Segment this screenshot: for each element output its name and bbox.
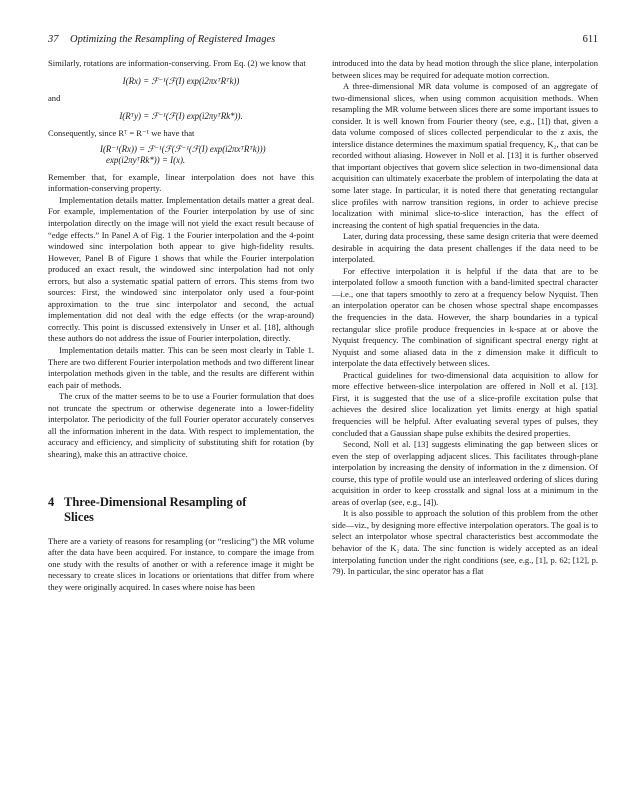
paragraph: Consequently, since Rᵀ = R⁻¹ we have that	[48, 128, 195, 139]
paragraph: The crux of the matter seems to be to use a Fourier formulation that does not truncate the spectrum or otherwise degenerate into a lower-fidelity interpolator. The periodicity of the full Fourier operator accurately conserves all the information inherent in the data. With respect to implementation, the accuracy and efficiency, and simplicity of substituting shift for rotation (by shearing), make this an attractive choice.	[48, 391, 314, 459]
paragraph: Practical guidelines for two-dimensional data acquisition to allow for more effective between-slice interpolation are offered in Noll et al. [13]. First, it is suggested that the use of a slice-profile excitation pulse that achieves the desired slice localization yet limits energy at high spatial frequencies will be helpful. After evaluating several types of pulses, they concluded that a Gaussian shape pulse exhibits the desired properties.	[332, 369, 598, 438]
equation: I(Rx) = ℱ⁻¹(ℱ(I) exp(i2πxᵀRᵀk))	[122, 75, 240, 86]
paragraph: Implementation details matter. This can be seen most clearly in Table 1. There are two different Fourier interpolation methods and two different linear interpolation methods given in the table, and the results are different within each pair of methods.	[48, 345, 314, 390]
section-title-line-2: Slices	[64, 509, 94, 524]
paragraph: and	[48, 93, 61, 104]
equation: I(Rᵀy) = ℱ⁻¹(ℱ(I) exp(i2πyᵀRk*)).	[119, 110, 243, 121]
paragraph: introduced into the data by head motion through the slice plane, interpolation between slices may be required for adequate motion correction.	[332, 58, 598, 80]
paragraph: A three-dimensional MR data volume is composed of an aggregate of two-dimensional slices, when using common acquisition methods. When resampling the MR volume between slices there are some important issues to consider. It is well known from Fourier theory (see, e.g., [1]) that, given a data volume composed of slices collected perpendicular to the z axis, the interslice distance determines the maximum spatial frequency, K₂, that can be recorded without aliasing. However in Noll et al. [13] it is further observed that important objectives that govern slice selection in two-dimensional data acquisition can ultimately exacerbate the problem of interpolating the data at some later stage. In particular, it is noted there that generating rectangular slice profiles with narrow transition regions, in order to achieve precise localization with minimal slice-to-slice interaction, has the effect of increasing the content of high spatial frequencies in the data.	[332, 81, 598, 230]
chapter-number: 37	[48, 34, 59, 45]
paragraph: For effective interpolation it is helpful if the data that are to be interpolated follow a smooth function with a band-limited spectral character—i.e., one that tapers smoothly to zero at a frequency below Nyquist. Then an interpolation operator can be chosen whose spectral shape encompasses the frequencies in the data. However, the sharp boundaries in a typical rectangular slice profile produce frequencies in k-space at or above the Nyquist frequency. The combination of significant spectral energy right at Nyquist and some aliased data in the z dimension make it difficult to interpolate the data effectively between slices.	[332, 265, 598, 369]
paragraph: Remember that, for example, linear interpolation does not have this information-conserving property.	[48, 171, 314, 194]
equation: I(R⁻¹(Rx)) = ℱ⁻¹(ℱ(ℱ⁻¹(ℱ(I) exp(i2πxᵀRᵀk)))	[100, 143, 266, 154]
paragraph: It is also possible to approach the solution of this problem from the other side—viz., by designing more effective interpolation operators. The goal is to select an interpolator whose spectral characteristics best accommodate the behavior of the K₂ data. The sinc function is widely accepted as an ideal interpolating function under the right conditions (see, e.g., [1], p. 62; [12], p. 79). In particular, the sinc operator has a flat	[332, 508, 598, 577]
paragraph: Second, Noll et al. [13] suggests eliminating the gap between slices or even the step of overlapping adjacent slices. This facilitates through-plane interpolation by increasing the density of information in the z dimension. Of course, this type of profile would use an interleaved ordering of slices during acquisition in order to keep crosstalk and signal loss at a minimum in the areas of overlap (see, e.g., [4]).	[332, 439, 598, 507]
left-column	[48, 58, 314, 593]
equation: exp(i2πyᵀRk*)) = I(x).	[106, 155, 186, 166]
paragraph: There are a variety of reasons for resampling (or “reslicing”) the MR volume after the data have been acquired. For instance, to compare the image from one study with the results of another or with a reference image it might be necessary to create slices in locations or orientations that differ from where they were originally acquired. In cases where noise has been	[48, 535, 314, 592]
section-number: 4	[48, 494, 55, 509]
paragraph: Implementation details matter. Implementation details matter a great deal. For example, implementation of the Fourier interpolation by use of sinc interpolation directly on the image will not yield the exact result because of “edge effects.” In Panel A of Fig. 1 the Fourier interpolation and the 4-point windowed sinc interpolation both appear to give high-fidelity results. However, Panel B of Figure 1 shows that while the Fourier interpolation produced an exact result, the windowed sinc interpolation had not only errors, but also a systematic spatial pattern of errors. This stems from two sources: First, the windowed sinc interpolator only used a four-point approximation to the true sinc interpolator and second, the actual implementation did not deal with the edge effects (or the wrap-around) correctly. This point is discussed extensively in Unser et al. [18], although these authors do not address the issue of Fourier interpolation, directly.	[48, 194, 314, 344]
right-column	[332, 58, 598, 578]
section-heading	[48, 495, 314, 525]
page-number: 611	[582, 34, 598, 45]
running-header	[48, 34, 598, 48]
paragraph: Similarly, rotations are information-conserving. From Eq. (2) we know that	[48, 58, 306, 68]
running-title: Optimizing the Resampling of Registered Images	[70, 34, 276, 45]
paragraph: Later, during data processing, these same design criteria that were deemed desirable in acquiring the data present challenges if the data need to be interpolated.	[332, 231, 598, 265]
section-title-line-1: Three-Dimensional Resampling of	[64, 494, 247, 509]
